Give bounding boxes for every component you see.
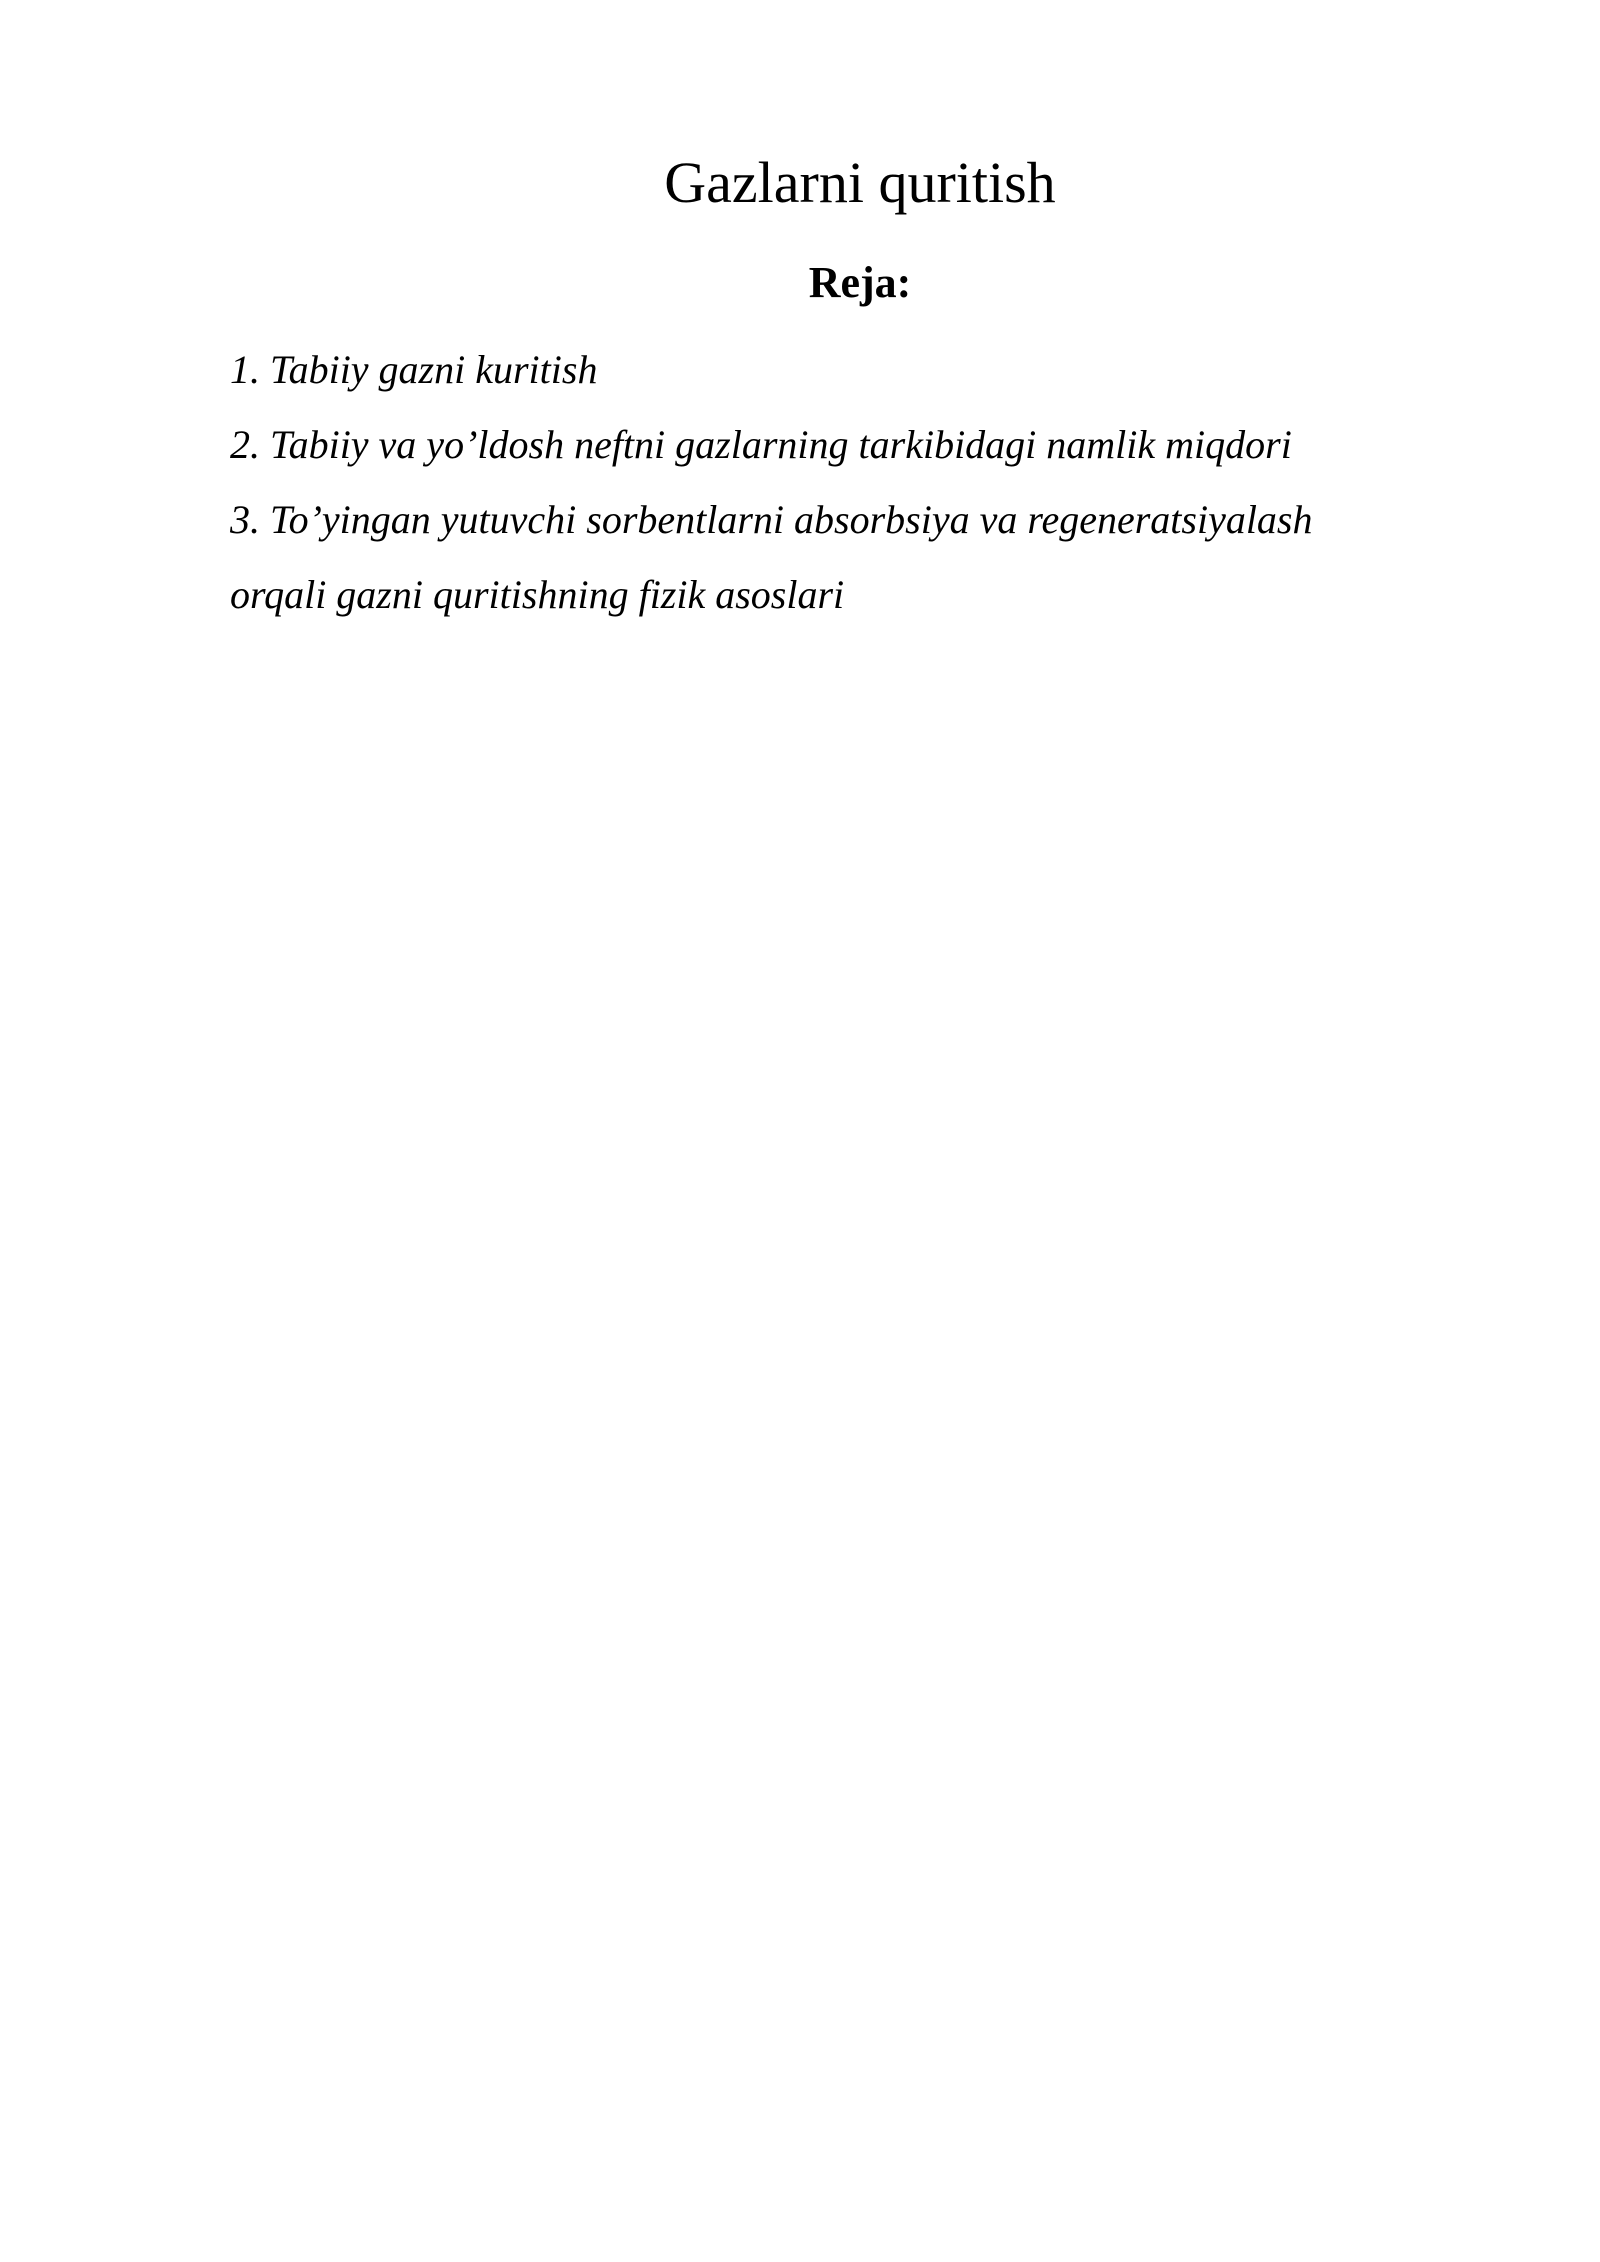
plan-heading: Reja: <box>808 258 912 307</box>
plan-item-3-line-1: 3. To’yingan yutuvchi sorbentlarni absorbsiya va regeneratsiyalash <box>230 497 1313 542</box>
plan-item-2: 2. Tabiiy va yo’ldosh neftni gazlarning tarkibidagi namlik miqdori <box>230 422 1292 467</box>
plan-item-3-line-2: orqali gazni quritishning fizik asoslari <box>230 572 845 617</box>
plan-item-1: 1. Tabiiy gazni kuritish <box>230 347 598 392</box>
document-title: Gazlarni quritish <box>664 150 1056 215</box>
plan-list <box>230 332 1430 632</box>
plan-item-3 <box>230 482 1430 632</box>
